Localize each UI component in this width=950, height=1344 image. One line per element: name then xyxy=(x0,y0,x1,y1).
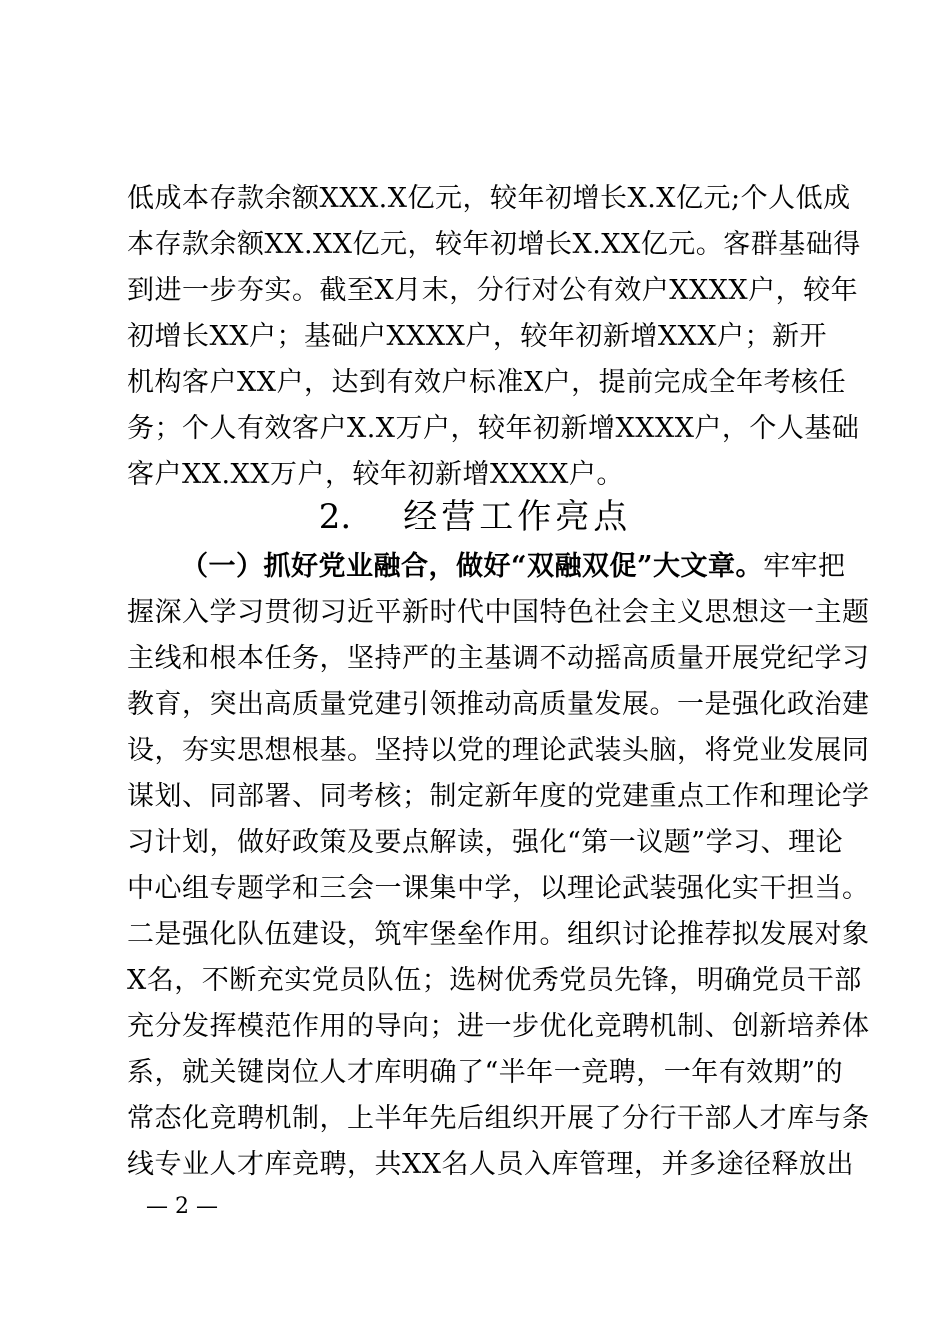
text-line: X名，不断充实党员队伍；选树优秀党员先锋，明确党员干部 xyxy=(127,965,862,996)
page-number: — 2 — xyxy=(146,1194,218,1219)
paragraph-lead: （一）抓好党业融合，做好“双融双促”大文章。 xyxy=(181,551,764,582)
text-line: 到进一步夯实。截至X月末，分行对公有效户XXXX户，较年 xyxy=(127,275,859,306)
text-line: 充分发挥模范作用的导向；进一步优化竞聘机制、创新培养体 xyxy=(127,1011,870,1042)
text-line: 线专业人才库竞聘，共XX名人员入库管理，并多途径释放出 xyxy=(127,1149,854,1180)
text-line: 机构客户XX户，达到有效户标准X户，提前完成全年考核任 xyxy=(127,367,847,398)
text-line: 二是强化队伍建设，筑牢堡垒作用。组织讨论推荐拟发展对象 xyxy=(127,919,870,950)
text-line: 初增长XX户；基础户XXXX户，较年初新增XXX户；新开 xyxy=(127,321,827,352)
text-line: 客户XX.XX万户，较年初新增XXXX户。 xyxy=(127,459,624,490)
text-line: 常态化竞聘机制，上半年先后组织开展了分行干部人才库与条 xyxy=(127,1103,870,1134)
paragraph-customer-base xyxy=(127,176,861,498)
section-heading xyxy=(0,492,950,542)
text-line: 主线和根本任务，坚持严的主基调不动摇高质量开展党纪学习 xyxy=(127,643,870,674)
text-line: 教育，突出高质量党建引领推动高质量发展。一是强化政治建 xyxy=(127,689,870,720)
section-title: 经营工作亮点 xyxy=(403,497,632,537)
text-line: 握深入学习贯彻习近平新时代中国特色社会主义思想这一主题 xyxy=(127,597,870,628)
text-line-first xyxy=(127,544,846,590)
text-line: 本存款余额XX.XX亿元，较年初增长X.XX亿元。客群基础得 xyxy=(127,229,861,260)
first-line-rest: 牢牢把 xyxy=(763,551,846,582)
text-line: 习计划，做好政策及要点解读，强化“第一议题”学习、理论 xyxy=(127,827,844,858)
section-number: 2. xyxy=(318,497,352,537)
text-line: 设，夯实思想根基。坚持以党的理论武装头脑，将党业发展同 xyxy=(127,735,870,766)
text-line: 低成本存款余额XXX.X亿元，较年初增长X.X亿元;个人低成 xyxy=(127,183,851,214)
paragraph-party-integration xyxy=(127,544,870,1188)
text-line: 谋划、同部署、同考核；制定新年度的党建重点工作和理论学 xyxy=(127,781,870,812)
text-line: 中心组专题学和三会一课集中学，以理论武装强化实干担当。 xyxy=(127,873,870,904)
text-line: 务；个人有效客户X.X万户，较年初新增XXXX户，个人基础 xyxy=(127,413,860,444)
text-line: 系，就关键岗位人才库明确了“半年一竞聘，一年有效期”的 xyxy=(127,1057,844,1088)
